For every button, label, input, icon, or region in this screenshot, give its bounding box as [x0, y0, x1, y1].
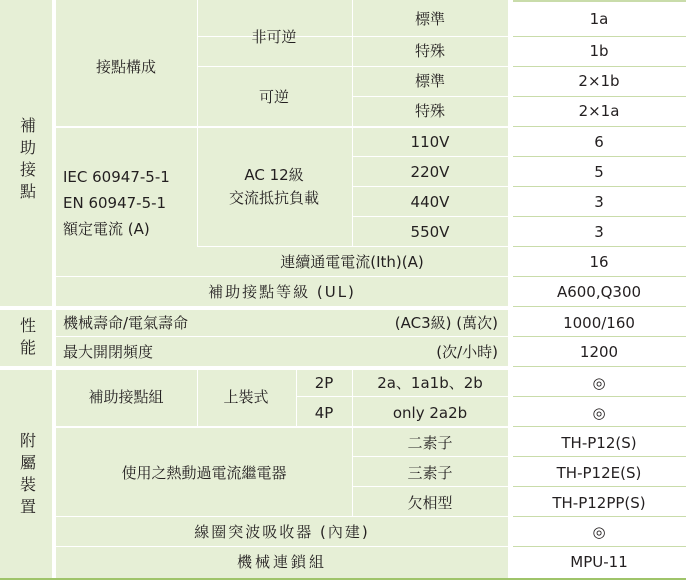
continuous-current-value: 16: [589, 253, 609, 271]
top-mount-label: 上裝式: [223, 388, 269, 406]
contact-value: 2×1b: [578, 72, 620, 90]
load-class-label: AC 12級: [244, 166, 304, 184]
pole-4p-spec: only 2a2b: [392, 404, 468, 422]
rated-current-label: 額定電流 (A): [63, 220, 150, 238]
thermal-relay-label: 使用之熱動過電流繼電器: [121, 464, 287, 482]
relay-model: TH-P12E(S): [556, 464, 642, 482]
relay-type: 三素子: [407, 464, 453, 482]
interlock-label: 機械連鎖組: [236, 553, 328, 571]
current-value: 3: [594, 223, 604, 241]
relay-model: TH-P12PP(S): [552, 494, 646, 512]
current-value: 5: [594, 163, 604, 181]
voltage-label: 110V: [410, 133, 450, 151]
standard-en: EN 60947-5-1: [63, 194, 167, 212]
non-reversible-label: 非可逆: [251, 28, 297, 46]
pole-2p-spec: 2a、1a1b、2b: [377, 374, 483, 392]
frequency-label: 最大開閉頻度: [63, 343, 154, 361]
aux-grade-value: A600,Q300: [556, 283, 642, 301]
column-separator: [508, 0, 513, 578]
standard-label: 標準: [414, 72, 446, 90]
life-label: 機械壽命/電氣壽命: [63, 314, 189, 332]
standard-iec: IEC 60947-5-1: [63, 168, 170, 186]
aux-contact-unit-label: 補助接點組: [88, 388, 164, 406]
interlock-value: MPU-11: [570, 553, 628, 571]
voltage-label: 220V: [410, 163, 450, 181]
special-label: 特殊: [414, 42, 446, 60]
surge-absorber-label: 線圈突波吸收器 (內建): [194, 523, 370, 541]
relay-type: 欠相型: [407, 494, 453, 512]
standard-label: 標準: [414, 10, 446, 28]
load-type-label: 交流抵抗負載: [228, 189, 320, 207]
surge-absorber-value: ◎: [592, 523, 606, 541]
pole-4p-value: ◎: [592, 404, 606, 422]
contact-config-label: 接點構成: [95, 58, 157, 76]
life-value: 1000/160: [563, 314, 635, 332]
voltage-label: 550V: [410, 223, 450, 241]
frequency-unit: (次/小時): [436, 343, 498, 361]
continuous-current-label: 連續通電電流(Ith)(A): [280, 253, 424, 271]
current-value: 3: [594, 193, 604, 211]
frequency-value: 1200: [579, 343, 619, 361]
section-performance: 性 能: [19, 316, 36, 357]
current-value: 6: [594, 133, 604, 151]
pole-4p: 4P: [314, 404, 334, 422]
pole-2p-value: ◎: [592, 374, 606, 392]
section-accessories: 附 屬 裝 置: [19, 431, 36, 516]
contact-value: 1a: [589, 10, 609, 28]
pole-2p: 2P: [314, 374, 334, 392]
contact-value: 2×1a: [578, 102, 620, 120]
contact-value: 1b: [589, 42, 609, 60]
life-unit: (AC3級) (萬次): [394, 314, 498, 332]
relay-type: 二素子: [407, 434, 453, 452]
reversible-label: 可逆: [258, 88, 290, 106]
special-label: 特殊: [414, 102, 446, 120]
aux-grade-label: 補助接點等級 (UL): [208, 283, 356, 301]
voltage-label: 440V: [410, 193, 450, 211]
relay-model: TH-P12(S): [561, 434, 637, 452]
section-aux-contact: 補 助 接 點: [19, 116, 36, 201]
bottom-rule: [0, 578, 686, 580]
